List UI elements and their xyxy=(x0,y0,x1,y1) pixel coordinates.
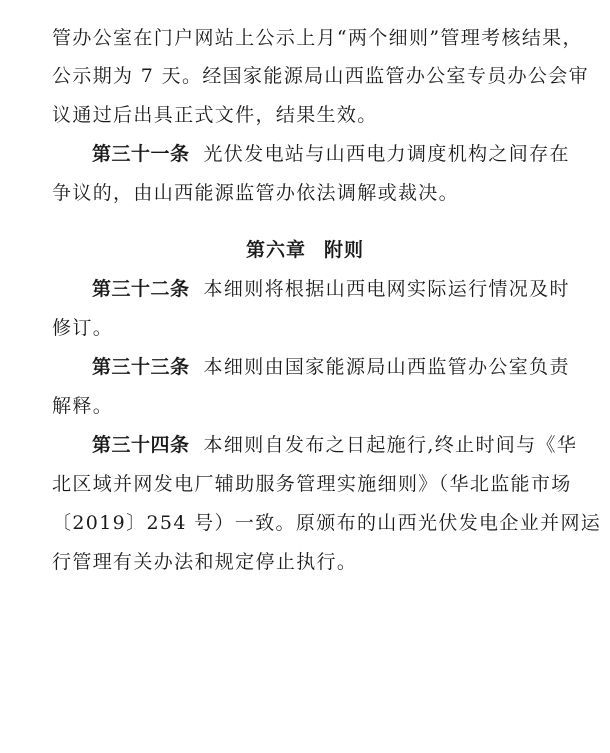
article-31-label: 第三十一条 xyxy=(92,143,190,165)
article-31-first-line xyxy=(92,142,570,166)
text-line: 议通过后出具正式文件，结果生效。 xyxy=(52,104,378,126)
text-line: 管办公室在门户网站上公示上月“两个细则”管理考核结果， xyxy=(52,27,583,49)
article-34-text: 本细则自发布之日起施行,终止时间与《华 xyxy=(203,434,578,456)
article-31-text: 光伏发电站与山西电力调度机构之间存在 xyxy=(203,143,570,165)
article-34-label: 第三十四条 xyxy=(92,434,190,456)
article-32-label: 第三十二条 xyxy=(92,278,190,300)
text-line: 公示期为 7 天。经国家能源局山西监管办公室专员办公会审 xyxy=(52,65,589,87)
article-33-text: 本细则由国家能源局山西监管办公室负责 xyxy=(203,356,570,378)
text-line: 解释。 xyxy=(52,395,114,417)
chapter-heading xyxy=(0,238,610,262)
article-34-first-line xyxy=(92,433,577,457)
article-32-first-line xyxy=(92,277,570,301)
chapter-title: 附则 xyxy=(324,239,365,261)
text-line: 〔2019〕254 号）一致。原颁布的山西光伏发电企业并网运 xyxy=(52,512,602,534)
text-line: 北区域并网发电厂辅助服务管理实施细则》（华北监能市场 xyxy=(52,473,572,495)
text-line: 行管理有关办法和规定停止执行。 xyxy=(52,551,358,573)
article-33-label: 第三十三条 xyxy=(92,356,190,378)
text-line: 争议的，由山西能源监管办依法调解或裁决。 xyxy=(52,182,460,204)
article-32-text: 本细则将根据山西电网实际运行情况及时 xyxy=(203,278,570,300)
article-33-first-line xyxy=(92,355,570,379)
text-line: 修订。 xyxy=(52,317,114,339)
chapter-number: 第六章 xyxy=(245,239,306,261)
